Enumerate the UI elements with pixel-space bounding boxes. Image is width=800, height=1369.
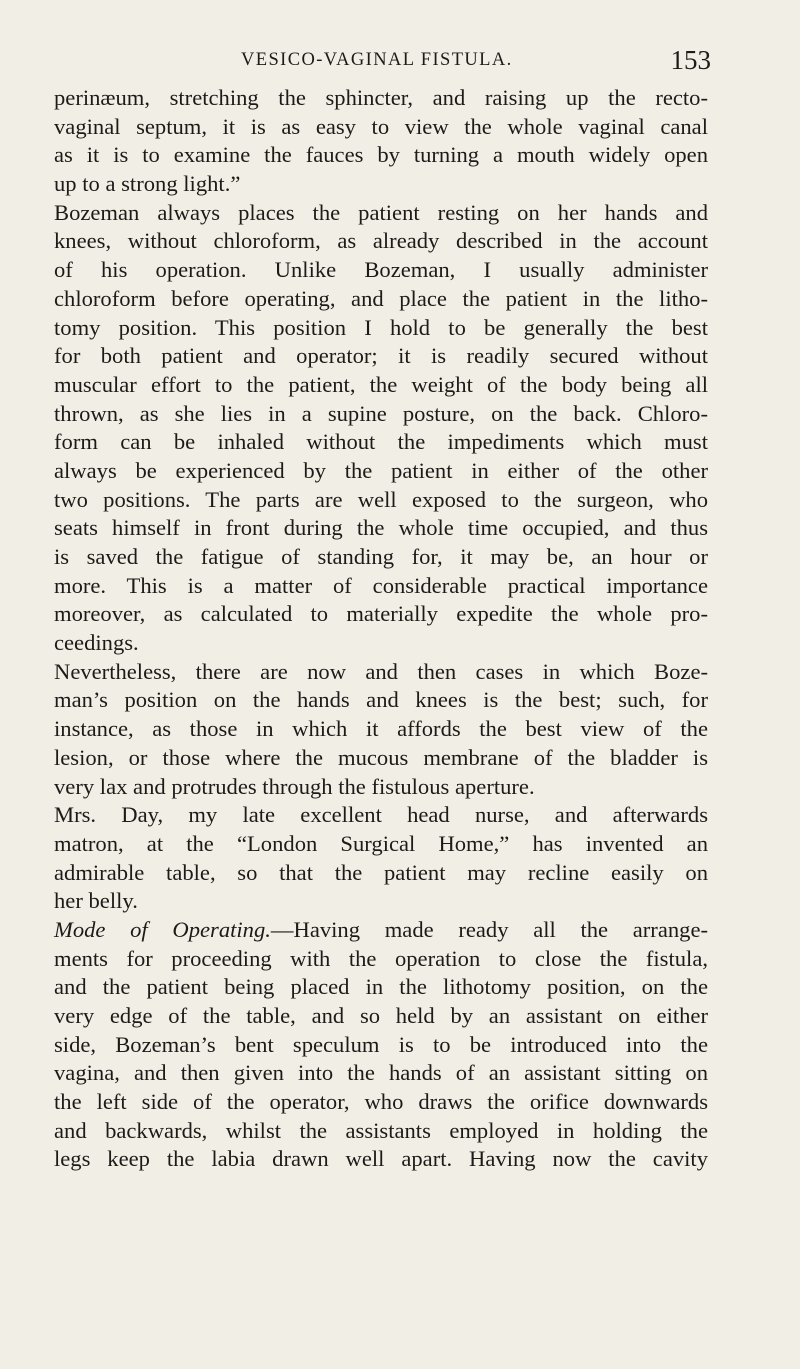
line-text: moreover, as calculated to materially expedite the whole pro- bbox=[54, 601, 708, 627]
text-line bbox=[54, 1145, 708, 1174]
line-text: the left side of the operator, who draws the orifice downwards bbox=[54, 1089, 708, 1115]
line-text: very edge of the table, and so held by an assistant on either bbox=[54, 1003, 708, 1028]
line-text: vagina, and then given into the hands of an assistant sitting on bbox=[54, 1060, 708, 1086]
line-text: Nevertheless, there are now and then cases in which Boze- bbox=[54, 658, 708, 684]
line-text: man’s position on the hands and knees is the best; such, for bbox=[54, 687, 708, 713]
running-title: VESICO-VAGINAL FISTULA. bbox=[241, 50, 513, 70]
text-line bbox=[54, 342, 708, 371]
line-text: is saved the fatigue of standing for, it may be, an hour or bbox=[54, 544, 708, 569]
text-line bbox=[54, 400, 708, 429]
text-line bbox=[54, 715, 708, 744]
line-text: muscular effort to the patient, the weight of the body being all bbox=[54, 371, 708, 397]
text-line bbox=[54, 113, 708, 142]
text-line bbox=[54, 572, 708, 601]
text-line bbox=[54, 773, 708, 802]
line-text: matron, at the “London Surgical Home,” has invented an bbox=[54, 830, 708, 856]
line-text: ments for proceeding with the operation to close the fistula, bbox=[54, 945, 708, 971]
text-line bbox=[54, 859, 708, 888]
text-line bbox=[54, 371, 708, 400]
line-text: lesion, or those where the mucous membrane of the bladder is bbox=[54, 744, 708, 770]
body-text bbox=[54, 84, 708, 1174]
text-line bbox=[54, 1059, 708, 1088]
text-line bbox=[54, 543, 708, 572]
line-text: thrown, as she lies in a supine posture, on the back. Chloro- bbox=[54, 400, 708, 426]
text-line bbox=[54, 916, 708, 945]
running-head bbox=[235, 42, 709, 82]
line-text: knees, without chloroform, as already described in the account bbox=[54, 228, 708, 254]
text-line bbox=[54, 141, 708, 170]
text-line bbox=[54, 945, 708, 974]
line-text: for both patient and operator; it is readily secured without bbox=[54, 343, 708, 369]
text-line bbox=[54, 1117, 708, 1146]
text-line bbox=[54, 170, 708, 199]
line-text: legs keep the labia drawn well apart. Having now the cavity bbox=[54, 1146, 708, 1172]
text-line bbox=[54, 973, 708, 1002]
line-text: of his operation. Unlike Bozeman, I usually administer bbox=[54, 257, 708, 283]
line-text: Bozeman always places the patient resting on her hands and bbox=[54, 199, 708, 225]
line-text: instance, as those in which it affords the best view of the bbox=[54, 716, 708, 742]
line-text: her belly. bbox=[54, 888, 138, 914]
text-line bbox=[54, 744, 708, 773]
text-line bbox=[54, 314, 708, 343]
text-line bbox=[54, 600, 708, 629]
text-line bbox=[54, 428, 708, 457]
line-text: and backwards, whilst the assistants employed in holding the bbox=[54, 1117, 708, 1143]
text-line bbox=[54, 457, 708, 486]
text-line bbox=[54, 199, 708, 228]
line-text: vaginal septum, it is as easy to view the whole vaginal canal bbox=[54, 113, 708, 139]
text-line bbox=[54, 1002, 708, 1031]
line-text: tomy position. This position I hold to be generally the best bbox=[54, 314, 708, 340]
line-text: admirable table, so that the patient may recline easily on bbox=[54, 859, 708, 885]
section-heading: Mode of Operating. bbox=[54, 916, 271, 942]
text-line bbox=[54, 658, 708, 687]
text-line bbox=[54, 514, 708, 543]
text-line bbox=[54, 1031, 708, 1060]
line-text: and the patient being placed in the lithotomy position, on the bbox=[54, 974, 708, 1000]
line-text: seats himself in front during the whole time occupied, and thus bbox=[54, 515, 708, 541]
text-line bbox=[54, 830, 708, 859]
line-text: up to a strong light.” bbox=[54, 171, 241, 197]
text-line bbox=[54, 84, 708, 113]
line-text: as it is to examine the fauces by turning a mouth widely open bbox=[54, 142, 708, 168]
line-text: perinæum, stretching the sphincter, and raising up the recto- bbox=[54, 85, 708, 110]
line-text: Mrs. Day, my late excellent head nurse, and afterwards bbox=[54, 802, 708, 828]
line-text: very lax and protrudes through the fistulous aperture. bbox=[54, 773, 535, 799]
page-number: 153 bbox=[670, 45, 711, 75]
text-line bbox=[54, 686, 708, 715]
line-text: form can be inhaled without the impediments which must bbox=[54, 429, 708, 455]
text-line bbox=[54, 285, 708, 314]
text-line bbox=[54, 629, 708, 658]
line-text: side, Bozeman’s bent speculum is to be introduced into the bbox=[54, 1031, 708, 1057]
line-text: chloroform before operating, and place the patient in the litho- bbox=[54, 285, 708, 311]
line-text: ceedings. bbox=[54, 630, 139, 656]
text-line bbox=[54, 486, 708, 515]
text-line bbox=[54, 227, 708, 256]
line-text: more. This is a matter of considerable practical importance bbox=[54, 572, 708, 598]
line-text: always be experienced by the patient in either of the other bbox=[54, 457, 708, 483]
text-line bbox=[54, 256, 708, 285]
text-line bbox=[54, 801, 708, 830]
line-text: two positions. The parts are well exposed to the surgeon, who bbox=[54, 486, 708, 512]
text-line bbox=[54, 1088, 708, 1117]
text-line bbox=[54, 887, 708, 916]
line-text: —Having made ready all the arrange- bbox=[270, 916, 708, 942]
